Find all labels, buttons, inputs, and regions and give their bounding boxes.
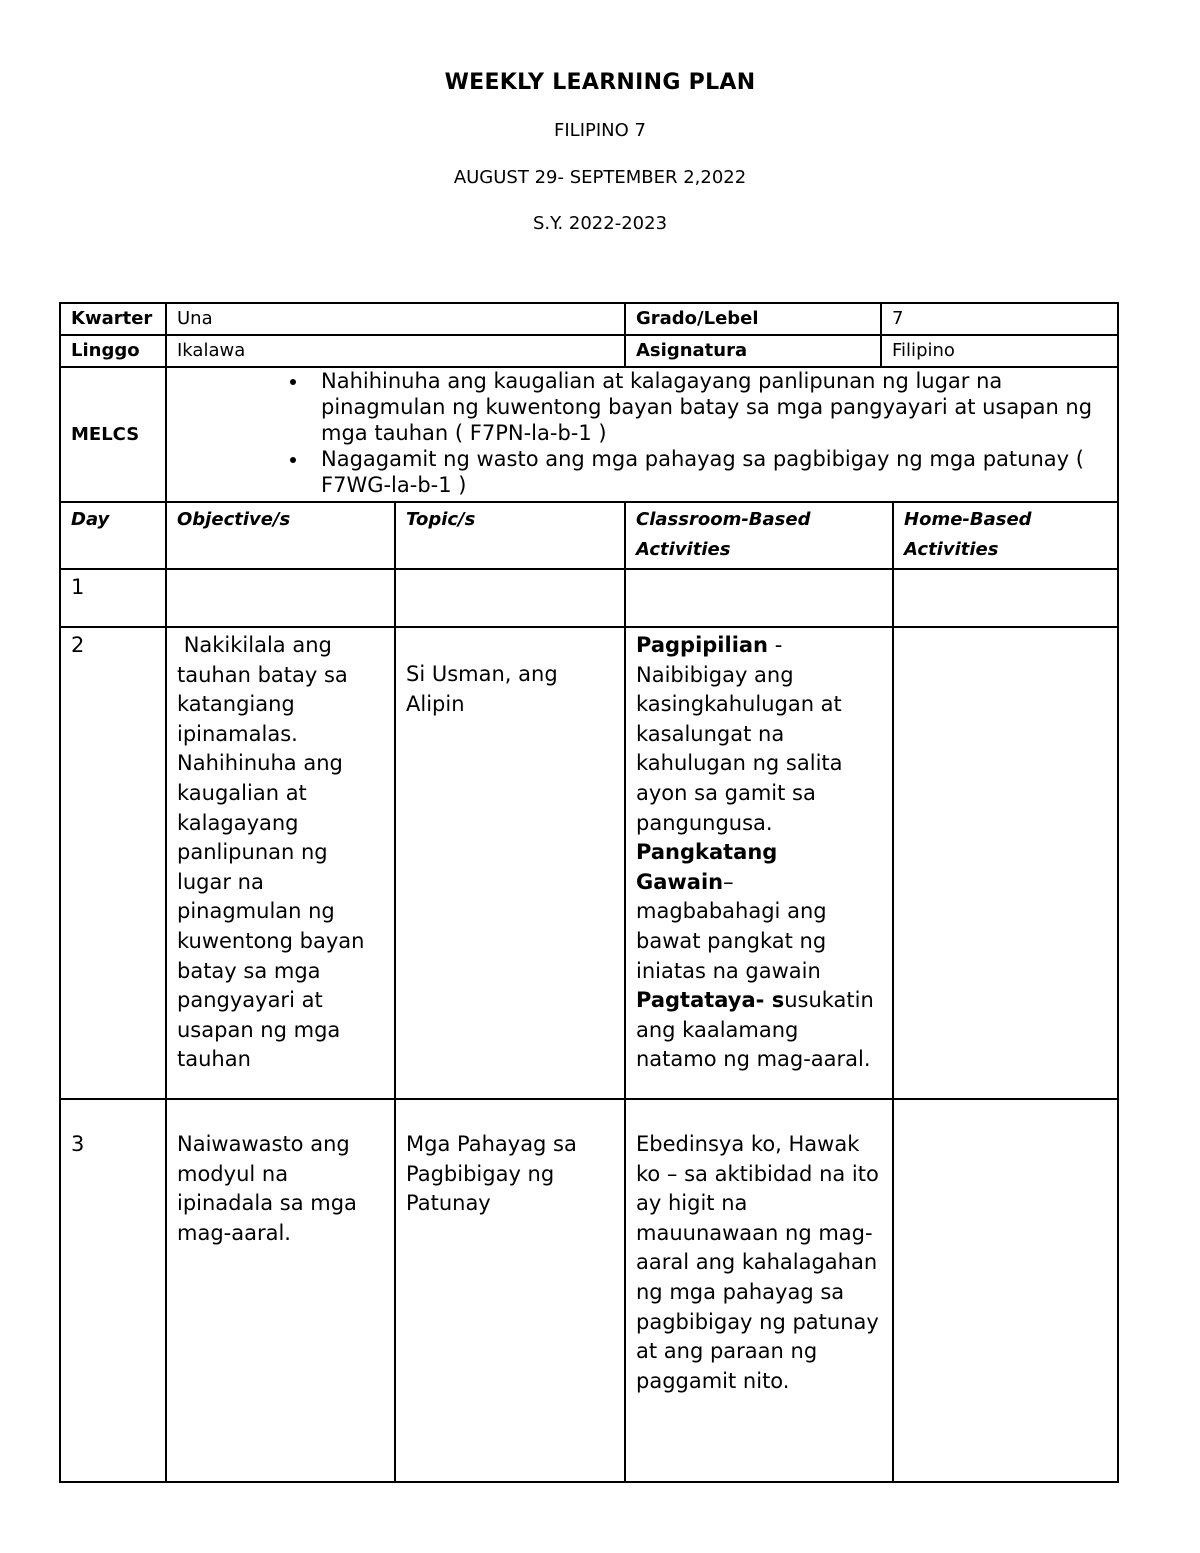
melcs-list-cell [166, 367, 1118, 502]
table-row [60, 1099, 1118, 1482]
column-header-topic: Topic/s [395, 502, 625, 569]
classroom-cell: Ebedinsya ko, Hawak ko – sa aktibidad na ito ay higit na mauunawaan ng mag-aaral ang kahalagahan ng mga pahayag sa pagbibigay ng patunay at ang paraan ng paggamit nito. [625, 1099, 893, 1482]
table-row [60, 569, 1118, 627]
activity-text: - Naibibigay ang kasingkahulugan at kasalungat na kahulugan ng salita ayon sa gamit sa pangungusa. [636, 633, 843, 835]
melcs-label: MELCS [60, 367, 166, 502]
objective-cell [166, 569, 395, 627]
activity-text: – magbabahagi ang bawat pangkat ng iniatas na gawain [636, 869, 827, 983]
day-number: 1 [60, 569, 166, 627]
kwarter-label: Kwarter [60, 303, 166, 335]
asignatura-value: Filipino [881, 335, 1118, 367]
grado-label: Grado/Lebel [625, 303, 881, 335]
day-number: 2 [60, 627, 166, 1099]
column-header-row [60, 502, 1118, 569]
subject-line: FILIPINO 7 [554, 120, 646, 141]
activity-text: usukatin ang kaalamang natamo ng mag-aaral. [636, 988, 874, 1072]
home-cell [893, 569, 1118, 627]
info-row-linggo [60, 335, 1118, 367]
classroom-cell [625, 569, 893, 627]
learning-plan-table [59, 302, 1119, 1483]
grado-value: 7 [881, 303, 1118, 335]
school-year: S.Y. 2022-2023 [532, 213, 668, 234]
column-header-home: Home-Based Activities [893, 502, 1118, 569]
info-row-kwarter [60, 303, 1118, 335]
column-header-classroom: Classroom-Based Activities [625, 502, 893, 569]
home-cell [893, 627, 1118, 1099]
classroom-cell [625, 627, 893, 1099]
topic-cell: Si Usman, ang Alipin [395, 627, 625, 1099]
objective-cell: Nakikilala ang tauhan batay sa katangiang ipinamalas. Nahihinuha ang kaugalian at kalagayang panlipunan ng lugar na pinagmulan ng kuwentong bayan batay sa mga pangyayari at usapan ng mga tauhan [166, 627, 395, 1099]
column-header-day: Day [60, 502, 166, 569]
linggo-value: Ikalawa [166, 335, 625, 367]
objective-cell: Naiwawasto ang modyul na ipinadala sa mga mag-aaral. [166, 1099, 395, 1482]
kwarter-value: Una [166, 303, 625, 335]
column-header-objective: Objective/s [166, 502, 395, 569]
activity-heading: Pagpipilian [636, 633, 769, 657]
linggo-label: Linggo [60, 335, 166, 367]
asignatura-label: Asignatura [625, 335, 881, 367]
topic-cell [395, 569, 625, 627]
date-range: AUGUST 29- SEPTEMBER 2,2022 [453, 167, 747, 188]
table-row [60, 627, 1118, 1099]
topic-cell: Mga Pahayag sa Pagbibigay ng Patunay [395, 1099, 625, 1482]
document-title: WEEKLY LEARNING PLAN [444, 70, 756, 95]
melcs-item: • Nagagamit ng wasto ang mga pahayag sa pagbibigay ng mga patunay ( F7WG-la-b-1 ) [309, 446, 1107, 498]
melcs-row [60, 367, 1118, 502]
melcs-item: • Nahihinuha ang kaugalian at kalagayang panlipunan ng lugar na pinagmulan ng kuwentong bayan batay sa mga pangyayari at usapan ng mga tauhan ( F7PN-la-b-1 ) [309, 368, 1107, 446]
day-number: 3 [60, 1099, 166, 1482]
activity-heading: Pagtataya- s [636, 988, 785, 1013]
home-cell [893, 1099, 1118, 1482]
melcs-list [167, 368, 1107, 498]
activity-heading: Pangkatang Gawain [636, 840, 778, 894]
